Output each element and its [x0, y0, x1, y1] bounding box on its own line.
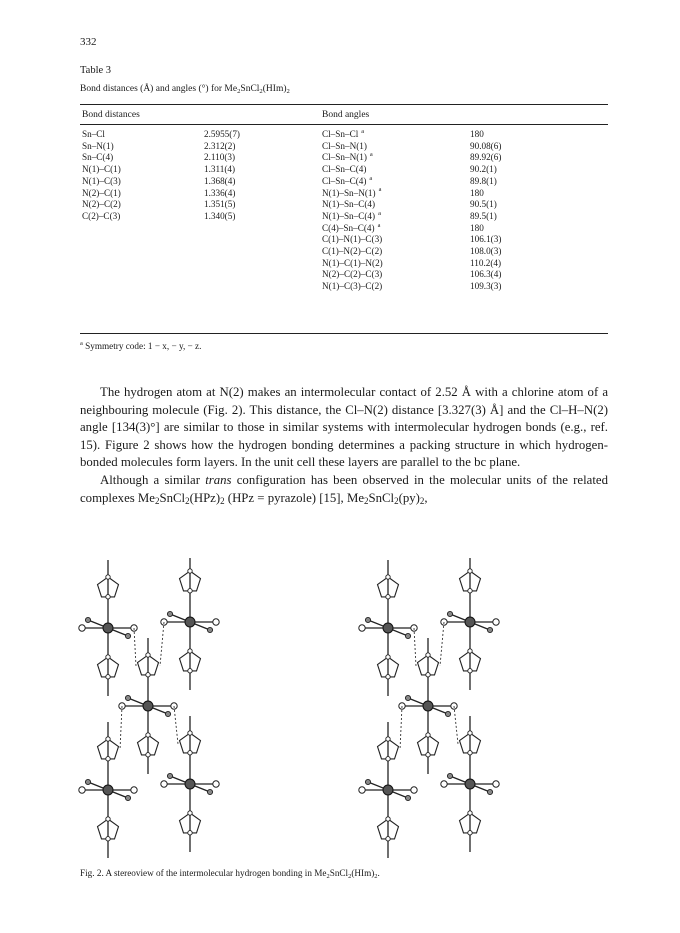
angles-header: Bond angles — [322, 110, 370, 120]
angle-label: C(1)–N(2)–C(2) — [322, 246, 383, 256]
distance-value: 1.351(5) — [204, 199, 236, 210]
ring-atom — [426, 673, 430, 677]
ring-atom — [386, 757, 390, 761]
methyl-carbon — [487, 627, 492, 632]
ring-atom — [146, 673, 150, 677]
methyl-carbon — [447, 773, 452, 778]
figure-caption: Fig. 2. A stereoview of the intermolecular hydrogen bonding in $Me_2SnCl_2(HIm)_2$. — [80, 868, 380, 880]
angle-value: 106.3(4) — [470, 269, 502, 280]
methyl-carbon — [487, 789, 492, 794]
methyl-carbon — [405, 795, 410, 800]
methyl-carbon — [447, 611, 452, 616]
angle-label: Cl–Sn–C(4) $^a$ — [322, 174, 373, 186]
chlorine-atom — [213, 619, 219, 625]
angle-label: N(2)–C(2)–C(3) — [322, 269, 383, 280]
molecule — [161, 558, 219, 690]
ring-atom — [188, 569, 192, 573]
molecule — [441, 558, 499, 690]
angle-value: 89.8(1) — [470, 175, 497, 186]
chlorine-atom — [359, 625, 365, 631]
ring-atom — [468, 569, 472, 573]
table-label: Table 3 — [80, 65, 112, 76]
ring-atom — [106, 737, 110, 741]
angle-value: 110.2(4) — [470, 257, 502, 268]
paragraph-2: Although a similar trans configuration has been observed in the molecular units of the related complexes $Me_2SnCl_2(HPz)_2$ (HPz = pyrazole) [15], $Me_2SnCl_2(py)_2$, — [80, 472, 608, 506]
chlorine-atom — [161, 781, 167, 787]
methyl-carbon — [85, 617, 90, 622]
page-number: 332 — [80, 36, 97, 48]
angle-label: N(1)–Sn–N(1) $^a$ — [322, 186, 382, 198]
angle-value: 90.08(6) — [470, 140, 502, 151]
ring-atom — [188, 731, 192, 735]
ring-atom — [386, 655, 390, 659]
hydrogen-bond — [120, 706, 122, 750]
angle-label: N(1)–Sn–C(4) $^a$ — [322, 209, 381, 221]
chlorine-atom — [411, 787, 417, 793]
chlorine-atom — [79, 787, 85, 793]
methyl-carbon — [405, 695, 410, 700]
angle-label: N(1)–C(1)–N(2) — [322, 257, 383, 268]
angle-label: Cl–Sn–C(4) — [322, 164, 367, 175]
chlorine-atom — [131, 787, 137, 793]
ring-atom — [106, 757, 110, 761]
paragraph-1: The hydrogen atom at N(2) makes an intermolecular contact of 2.52 Å with a chlorine atom of a neighbouring molecule (Fig. 2). This distance, the Cl–N(2) distance [3.327(3) Å] and the Cl–H–N(2) angle [134(3)°] are similar to those in similar systems with intermolecular hydrogen bonds (e.g., ref. 15). Figure 2 shows how the hydrogen bonding determines a packing structure in which hydrogen-bonded molecules form layers. In the unit cell these layers are parallel to the bc plane. — [80, 385, 608, 470]
angle-value: 89.92(6) — [470, 152, 502, 163]
ring-atom — [386, 675, 390, 679]
chlorine-atom — [213, 781, 219, 787]
methyl-carbon — [167, 773, 172, 778]
angle-label: N(1)–C(3)–C(2) — [322, 281, 383, 292]
ring-atom — [188, 811, 192, 815]
distance-bond: N(1)–C(1) — [82, 164, 121, 175]
molecule — [359, 560, 417, 696]
distance-value: 2.312(2) — [204, 140, 236, 151]
angle-label: C(4)–Sn–C(4) $^a$ — [322, 221, 381, 233]
distance-bond: N(1)–C(3) — [82, 175, 121, 186]
ring-atom — [146, 753, 150, 757]
hydrogen-bond — [400, 706, 402, 750]
angle-value: 180 — [470, 222, 484, 233]
angle-label: Cl–Sn–Cl $^a$ — [322, 127, 365, 139]
ring-atom — [386, 575, 390, 579]
molecule — [79, 560, 137, 696]
ring-atom — [468, 811, 472, 815]
methyl-carbon — [207, 627, 212, 632]
ring-atom — [188, 751, 192, 755]
molecule — [441, 716, 499, 852]
stereoview-figure — [78, 558, 608, 858]
table-header-rule — [80, 124, 608, 125]
ring-atom — [386, 595, 390, 599]
molecule — [359, 722, 417, 858]
distance-value: 2.5955(7) — [204, 129, 240, 139]
hydrogen-bond — [174, 706, 178, 744]
hydrogen-bond — [454, 706, 458, 744]
angle-value: 89.5(1) — [470, 210, 497, 221]
tin-atom — [465, 779, 475, 789]
ring-atom — [468, 731, 472, 735]
ring-atom — [106, 837, 110, 841]
hydrogen-bond — [134, 628, 136, 666]
angle-label: Cl–Sn–N(1) $^a$ — [322, 151, 373, 163]
ring-atom — [468, 589, 472, 593]
molecule — [119, 638, 177, 774]
distance-bond: C(2)–C(3) — [82, 210, 121, 221]
tin-atom — [423, 701, 433, 711]
tin-atom — [383, 623, 393, 633]
molecule — [79, 722, 137, 858]
angle-label: Cl–Sn–N(1) — [322, 140, 367, 151]
tin-atom — [103, 785, 113, 795]
methyl-carbon — [405, 633, 410, 638]
table-bottom-rule — [80, 333, 608, 334]
ring-atom — [106, 595, 110, 599]
table-top-rule — [80, 104, 608, 105]
angle-value: 90.2(1) — [470, 164, 497, 175]
ring-atom — [146, 653, 150, 657]
chlorine-atom — [493, 619, 499, 625]
methyl-carbon — [85, 779, 90, 784]
methyl-carbon — [125, 695, 130, 700]
chlorine-atom — [441, 781, 447, 787]
distance-value: 1.311(4) — [204, 164, 236, 175]
ring-atom — [386, 737, 390, 741]
distance-bond: N(2)–C(1) — [82, 187, 121, 198]
methyl-carbon — [365, 617, 370, 622]
tin-atom — [103, 623, 113, 633]
chlorine-atom — [359, 787, 365, 793]
tin-atom — [185, 617, 195, 627]
angle-value: 108.0(3) — [470, 246, 502, 256]
ring-atom — [106, 817, 110, 821]
angle-value: 109.3(3) — [470, 281, 502, 292]
methyl-carbon — [207, 789, 212, 794]
angle-label: N(1)–Sn–C(4) — [322, 199, 376, 210]
distance-bond: Sn–Cl — [82, 129, 105, 139]
methyl-carbon — [165, 711, 170, 716]
chlorine-atom — [79, 625, 85, 631]
ring-atom — [426, 733, 430, 737]
distance-bond: Sn–C(4) — [82, 152, 114, 163]
hydrogen-bond — [414, 628, 416, 666]
methyl-carbon — [125, 633, 130, 638]
ring-atom — [188, 831, 192, 835]
distance-bond: Sn–N(1) — [82, 140, 114, 151]
body-text — [80, 384, 608, 507]
ring-atom — [188, 589, 192, 593]
ring-atom — [188, 649, 192, 653]
distance-value: 1.340(5) — [204, 210, 236, 221]
angle-value: 90.5(1) — [470, 199, 497, 210]
hydrogen-bond — [440, 622, 444, 666]
ring-atom — [386, 837, 390, 841]
methyl-carbon — [125, 795, 130, 800]
angle-value: 180 — [470, 187, 484, 198]
table-footnote: $^a$ Symmetry code: 1 − x, − y, − z. — [80, 339, 202, 351]
methyl-carbon — [167, 611, 172, 616]
ring-atom — [106, 655, 110, 659]
methyl-carbon — [365, 779, 370, 784]
ring-atom — [468, 831, 472, 835]
distance-value: 1.336(4) — [204, 187, 236, 198]
tin-atom — [185, 779, 195, 789]
chlorine-atom — [493, 781, 499, 787]
stereo-panel — [359, 558, 499, 858]
ring-atom — [426, 753, 430, 757]
tin-atom — [383, 785, 393, 795]
tin-atom — [143, 701, 153, 711]
angle-value: 106.1(3) — [470, 234, 502, 245]
distances-header: Bond distances — [82, 110, 140, 120]
ring-atom — [106, 575, 110, 579]
molecule — [399, 638, 457, 774]
angle-value: 180 — [470, 129, 484, 139]
distance-bond: N(2)–C(2) — [82, 199, 121, 210]
tin-atom — [465, 617, 475, 627]
ring-atom — [468, 751, 472, 755]
stereo-panel — [79, 558, 219, 858]
distance-value: 2.110(3) — [204, 152, 236, 163]
hydrogen-bond — [160, 622, 164, 666]
angle-label: C(1)–N(1)–C(3) — [322, 234, 383, 245]
ring-atom — [468, 669, 472, 673]
ring-atom — [468, 649, 472, 653]
ring-atom — [188, 669, 192, 673]
distance-value: 1.368(4) — [204, 175, 236, 186]
molecule — [161, 716, 219, 852]
table-caption: Bond distances (Å) and angles (°) for $Me_2SnCl_2(HIm)_2$ — [80, 84, 290, 95]
ring-atom — [106, 675, 110, 679]
ring-atom — [386, 817, 390, 821]
ring-atom — [146, 733, 150, 737]
methyl-carbon — [445, 711, 450, 716]
ring-atom — [426, 653, 430, 657]
